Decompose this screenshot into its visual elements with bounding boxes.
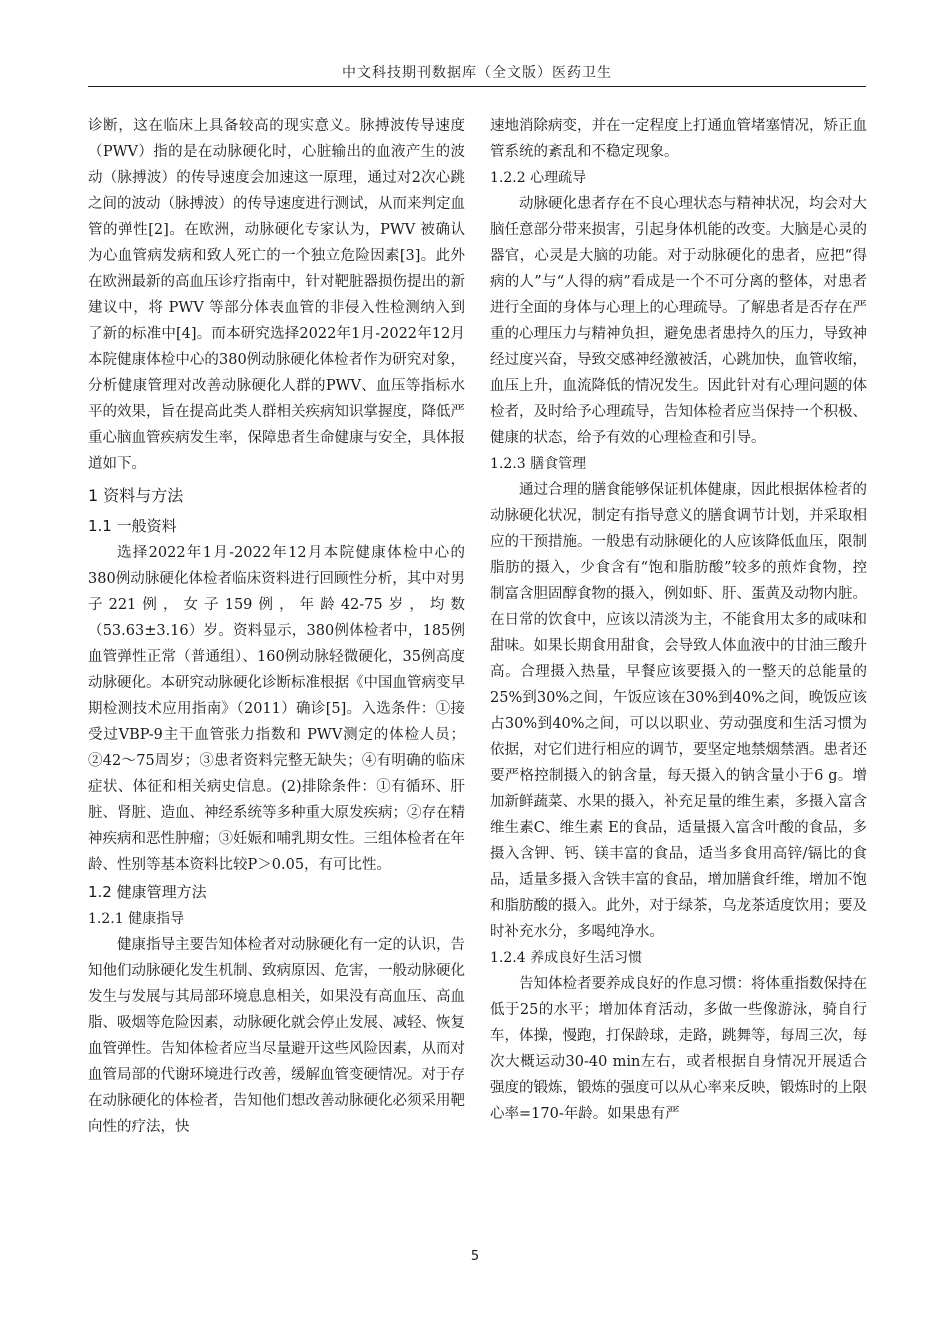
diet-management-paragraph: 通过合理的膳食能够保证机体健康，因此根据体检者的动脉硬化状况，制定有指导意义的膳食调节计划，并采取相应的干预措施。一般患有动脉硬化的人应该降低血压，限制脂肪的摄入，少食含有“饱和脂肪酸”较多的煎炸食物，控制富含胆固醇食物的摄入，例如虾、肝、蛋黄及动物内脏。在日常的饮食中，应该以清淡为主，不能食用太多的咸味和甜味。如果长期食用甜食，会导致人体血液中的甘油三酸升高。合理摄入热量，早餐应该要摄入的一整天的总能量的25%到30%之间，午饭应该在30%到40%之间，晚饭应该占30%到40%之间，可以以职业、劳动强度和生活习惯为依据，对它们进行相应的调节，要坚定地禁烟禁酒。患者还要严格控制摄入的钠含量，每天摄入的钠含量小于6 g。增加新鲜蔬菜、水果的摄入，补充足量的维生素，多摄入富含维生素C、维生素 E的食品，适量摄入富含叶酸的食品，多摄入含钾、钙、镁丰富的食品，适当多食用高锌/镉比的食品，适量多摄入含铁丰富的食品，增加膳食纤维，增加不饱和脂肪酸的摄入。此外，对于绿茶，乌龙茶适度饮用；要及时补充水分，多喝纯净水。 bbox=[490, 482, 867, 940]
page-number: 5 bbox=[470, 1249, 480, 1264]
general-data-paragraph: 选择2022年1月-2022年12月本院健康体检中心的380例动脉硬化体检者临床资料进行回顾性分析，其中对男子221例，女子159例，年龄42-75岁，均数（53.63±3.16）岁。资料显示，380例体检者中，185例血管弹性正常（普通组）、160例动脉轻微硬化，35例高度动脉硬化。本研究动脉硬化诊断标准根据《中国血管病变早期检测技术应用指南》（2011）确诊[5]。入选条件：①接受过VBP-9主干血管张力指数和 PWV测定的体检人员；②42～75周岁；③患者资料完整无缺失；④有明确的临床症状、体征和相关病史信息。(2)排除条件：①有循环、肝脏、肾脏、造血、神经系统等多种重大原发疾病；②存在精神疾病和恶性肿瘤；③妊娠和哺乳期女性。三组体检者在年龄、性别等基本资料比较P＞0.05，有可比性。 bbox=[88, 545, 465, 873]
section-1-2-1-heading: 1.2.1 健康指导 bbox=[88, 911, 185, 927]
section-1-2-heading: 1.2 健康管理方法 bbox=[88, 883, 207, 901]
section-1-2-4-heading: 1.2.4 养成良好生活习惯 bbox=[490, 950, 643, 966]
section-1-2-2-heading: 1.2.2 心理疏导 bbox=[490, 170, 587, 186]
journal-header: 中文科技期刊数据库（全文版）医药卫生 bbox=[342, 65, 612, 81]
section-1-heading: 1 资料与方法 bbox=[88, 486, 184, 505]
left-column bbox=[88, 113, 465, 1140]
psychological-counseling-paragraph: 动脉硬化患者存在不良心理状态与精神状况，均会对大脑任意部分带来损害，引起身体机能的改变。大脑是心灵的器官，心灵是大脑的功能。对于动脉硬化的患者，应把“得病的人”与“人得的病”看成是一个不可分离的整体，对患者进行全面的身体与心理上的心理疏导。了解患者是否存在严重的心理压力与精神负担，避免患者患持久的压力，导致神经过度兴奋，导致交感神经激被活，心跳加快，血管收缩，血压上升，血流降低的情况发生。因此针对有心理问题的体检者，及时给予心理疏导，告知体检者应当保持一个积极、健康的状态，给予有效的心理检查和引导。 bbox=[490, 196, 867, 446]
section-1-2-3-heading: 1.2.3 膳食管理 bbox=[490, 456, 587, 472]
health-guidance-paragraph: 健康指导主要告知体检者对动脉硬化有一定的认识，告知他们动脉硬化发生机制、致病原因、危害，一般动脉硬化发生与发展与其局部环境息息相关，如果没有高血压、高血脂、吸烟等危险因素，动脉硬化就会停止发展、减轻、恢复血管弹性。告知体检者应当尽量避开这些风险因素，从而对血管局部的代谢环境进行改善，缓解血管变硬情况。对于存在动脉硬化的体检者，告知他们想改善动脉硬化必须采用靶向性的疗法，快 bbox=[88, 937, 465, 1135]
intro-paragraph: 诊断，这在临床上具备较高的现实意义。脉搏波传导速度（PWV）指的是在动脉硬化时，心脏输出的血液产生的波动（脉搏波）的传导速度会加速这一原理，通过对2次心跳之间的波动（脉搏波）的传导速度进行测试，从而来判定血管的弹性[2]。在欧洲，动脉硬化专家认为，PWV 被确认为心血管病发病和致人死亡的一个独立危险因素[3]。此外在欧洲最新的高血压诊疗指南中，针对靶脏器损伤提出的新建议中，将 PWV 等部分体表血管的非侵入性检测纳入到了新的标准中[4]。而本研究选择2022年1月-2022年12月本院健康体检中心的380例动脉硬化体检者作为研究对象，分析健康管理对改善动脉硬化人群的PWV、血压等指标水平的效果，旨在提高此类人群相关疾病知识掌握度，降低严重心脑血管疾病发生率，保障患者生命健康与安全，具体报道如下。 bbox=[88, 118, 465, 472]
continued-paragraph: 速地消除病变，并在一定程度上打通血管堵塞情况，矫正血管系统的紊乱和不稳定现象。 bbox=[490, 118, 867, 160]
lifestyle-paragraph: 告知体检者要养成良好的作息习惯：将体重指数保持在低于25的水平；增加体育活动，多做一些像游泳，骑自行车，体操，慢跑，打保龄球，走路，跳舞等，每周三次，每次大概运动30-40 min左右，或者根据自身情况开展适合强度的锻炼，锻炼的强度可以从心率来反映，锻炼时的上限心率=170-年龄。如果患有严 bbox=[490, 976, 867, 1122]
right-column bbox=[490, 113, 867, 1127]
section-1-1-heading: 1.1 一般资料 bbox=[88, 517, 177, 535]
header-divider bbox=[88, 86, 866, 87]
